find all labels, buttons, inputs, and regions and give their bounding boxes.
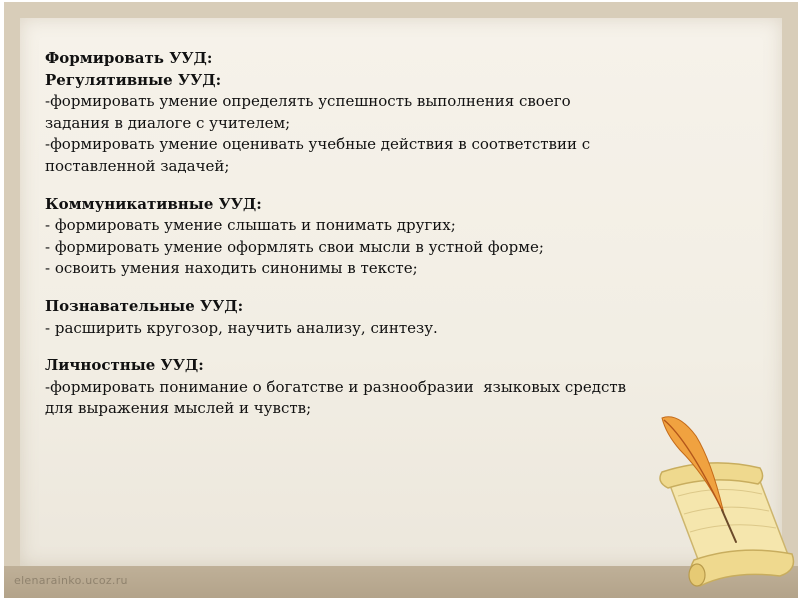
spacer xyxy=(45,178,745,194)
slide-content xyxy=(45,48,745,420)
section-line: для выражения мыслей и чувств; xyxy=(45,399,312,418)
section-title-personal: Личностные УУД: xyxy=(45,356,204,375)
slide-heading: Формировать УУД: xyxy=(45,49,213,67)
section-line: - освоить умения находить синонимы в тексте; xyxy=(45,259,418,278)
spacer xyxy=(45,280,745,296)
spacer xyxy=(45,339,745,355)
section-title-cognitive: Познавательные УУД: xyxy=(45,296,244,315)
section-line: поставленной задачей; xyxy=(45,156,230,175)
section-line: - формировать умение оформлять свои мысли в устной форме; xyxy=(45,237,544,256)
section-line: -формировать умение оценивать учебные действия в соответствии с xyxy=(45,135,591,154)
section-line: - формировать умение слышать и понимать других; xyxy=(45,216,456,235)
section-line: - расширить кругозор, научить анализу, синтезу. xyxy=(45,318,438,337)
section-line: задания в диалоге с учителем; xyxy=(45,113,291,132)
section-line: -формировать понимание о богатстве и разнообразии языковых средств xyxy=(45,377,627,396)
section-title-regulative: Регулятивные УУД: xyxy=(45,70,222,89)
watermark: elenarainko.ucoz.ru xyxy=(14,574,128,587)
section-title-communicative: Коммуникативные УУД: xyxy=(45,194,262,213)
section-line: -формировать умение определять успешность выполнения своего xyxy=(45,92,571,111)
scroll-and-quill-icon xyxy=(640,410,800,590)
